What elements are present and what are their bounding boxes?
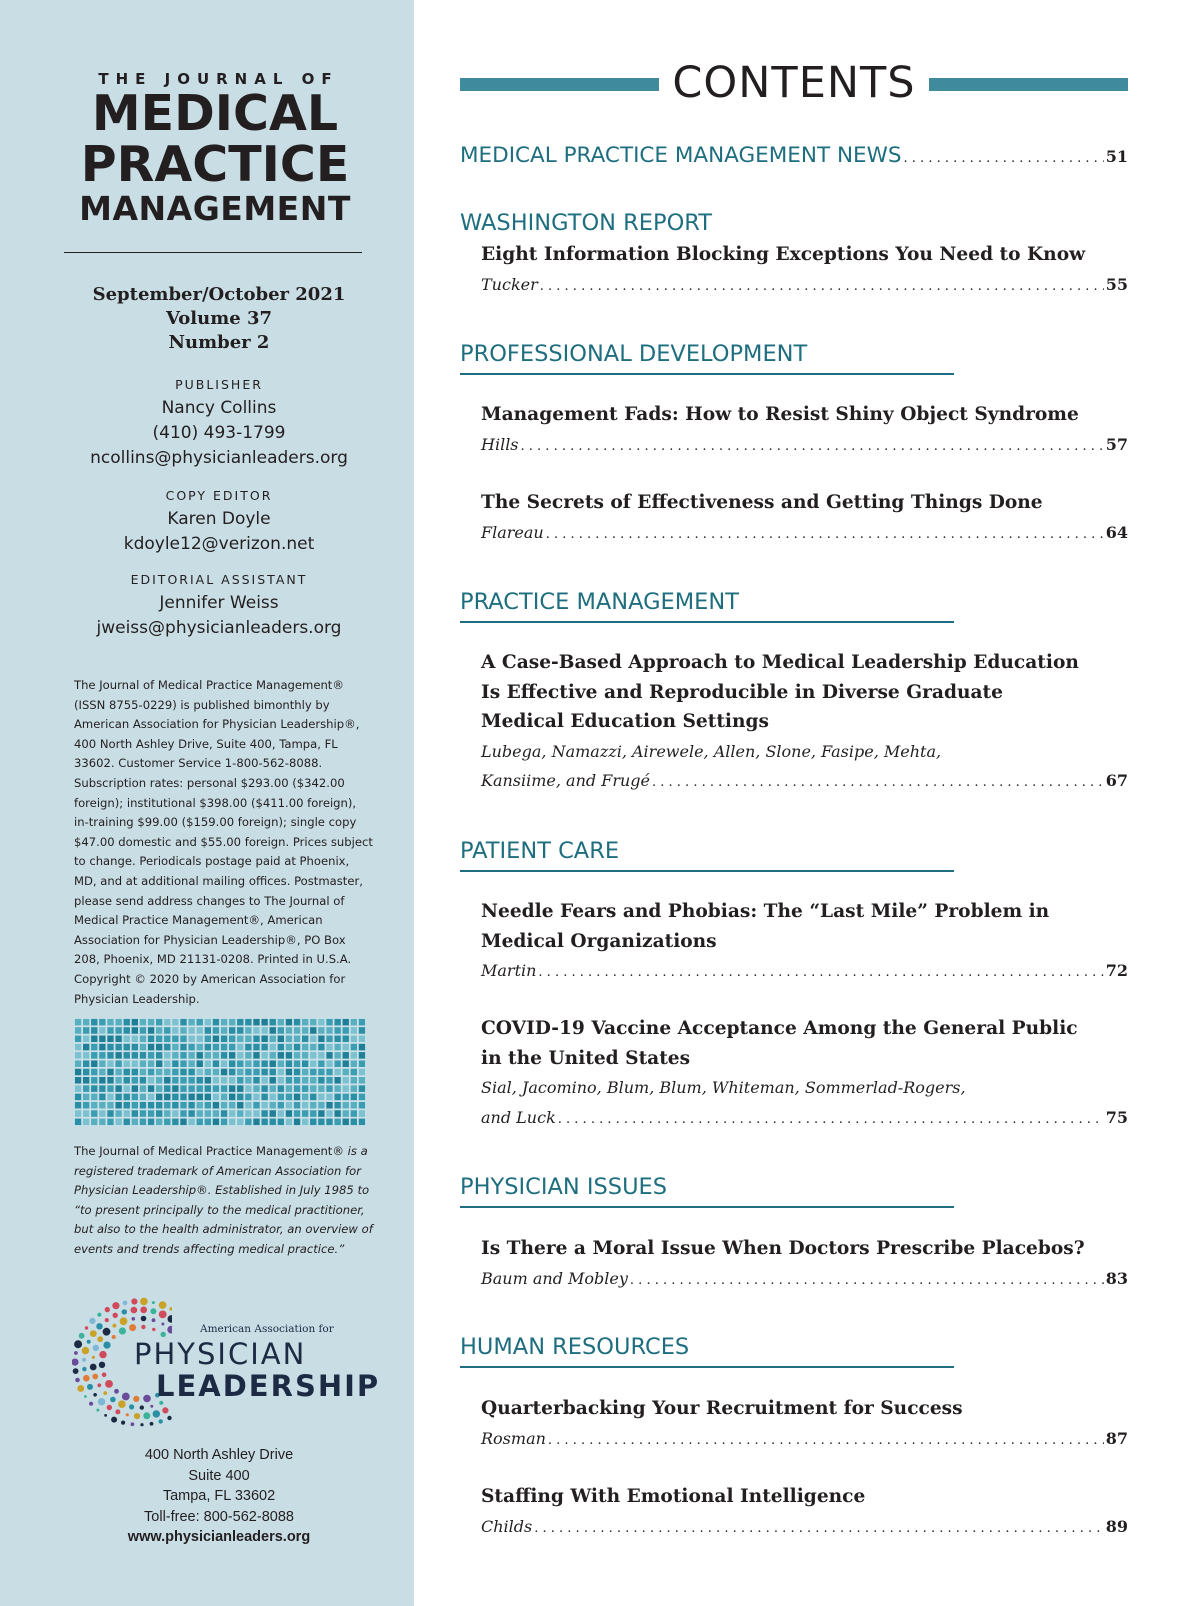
tile-mosaic-graphic <box>74 1018 366 1126</box>
address-phone: Toll-free: 800-562-8088 <box>144 1508 294 1525</box>
section-rule <box>460 1366 954 1368</box>
masthead-line1: THE JOURNAL OF <box>98 70 339 88</box>
logo-line1: PHYSICIAN <box>134 1337 307 1371</box>
leader-dots <box>534 1514 1104 1544</box>
leader-dots <box>521 432 1104 462</box>
leader-dots <box>630 1266 1104 1296</box>
article-title: Staffing With Emotional Intelligence <box>481 1486 866 1507</box>
copy-editor-name: Karen Doyle <box>167 509 271 529</box>
issue-date: September/October 2021 <box>92 284 346 305</box>
article-author: Martin <box>481 961 537 980</box>
editorial-assistant-role: EDITORIAL ASSISTANT <box>130 572 308 587</box>
article-author: Childs <box>481 1516 533 1536</box>
article-author: Kansiime, and Frugé <box>481 771 650 790</box>
contents-title: CONTENTS <box>672 58 916 108</box>
copy-editor-block <box>64 488 374 557</box>
section-patient-care <box>460 836 1128 866</box>
publisher-phone: (410) 493-1799 <box>152 423 286 443</box>
section-title: PRACTICE MANAGEMENT <box>460 589 739 615</box>
publication-notice: The Journal of Medical Practice Management® (ISSN 8755-0229) is published bimonthly by American Association for Physician Leadership®, 400 North Ashley Drive, Suite 400, Tampa, FL 33602. Customer Service 1-800-562-8088. Subscription rates: personal $293.00 ($342.00 foreign); institutional $398.00 ($411.00 foreign), in-training $99.00 ($159.00 foreign); single copy $47.00 domestic and $55.00 foreign. Prices subject to change. Periodicals postage paid at Phoenix, MD, and at additional mailing offices. Postmaster, please send address changes to The Journal of Medical Practice Management®, American Association for Physician Leadership®, PO Box 208, Phoenix, MD 21131-0208. Printed in U.S.A. Copyright © 2020 by American Association for Physician Leadership. <box>74 678 373 1006</box>
masthead-line4: MANAGEMENT <box>79 189 351 228</box>
trademark-notice <box>74 1142 374 1260</box>
section-professional-development <box>460 339 1128 369</box>
article-author: Tucker <box>481 274 538 294</box>
section-title: PHYSICIAN ISSUES <box>460 1174 668 1200</box>
header-bar-left <box>460 78 659 91</box>
issue-volume: Volume 37 <box>165 308 273 329</box>
article-entry[interactable] <box>481 648 1128 798</box>
page-number: 55 <box>1105 274 1128 294</box>
article-title: Eight Information Blocking Exceptions You Need to Know <box>481 244 1086 265</box>
copy-editor-email[interactable]: kdoyle12@verizon.net <box>123 534 315 554</box>
article-entry[interactable] <box>481 897 1128 988</box>
contents-header <box>460 58 1128 108</box>
leader-dots <box>558 1105 1104 1135</box>
copy-editor-role: COPY EDITOR <box>165 488 273 503</box>
publisher-block <box>64 377 374 471</box>
article-author: and Luck <box>481 1107 556 1127</box>
logo-small-text: American Association for <box>200 1323 334 1335</box>
issue-number: Number 2 <box>168 332 270 353</box>
page-number: 72 <box>1105 961 1128 980</box>
section-rule <box>460 373 954 375</box>
article-title-line1: COVID-19 Vaccine Acceptance Among the General Public <box>481 1018 1078 1039</box>
page-number: 89 <box>1105 1516 1128 1536</box>
leader-dots <box>904 151 1104 166</box>
section-physician-issues <box>460 1172 1128 1202</box>
leader-dots <box>540 272 1104 302</box>
article-title-line2: Is Effective and Reproducible in Diverse Graduate <box>481 681 1003 703</box>
section-rule <box>460 621 954 623</box>
masthead-line3: PRACTICE <box>80 136 350 193</box>
trademark-title: The Journal of Medical Practice Management® <box>74 1144 344 1158</box>
aapl-logo <box>72 1295 382 1435</box>
section-rule <box>460 1206 954 1208</box>
publisher-address <box>64 1445 374 1548</box>
section-human-resources <box>460 1332 1128 1362</box>
page-number: 83 <box>1105 1268 1128 1288</box>
article-title: Management Fads: How to Resist Shiny Object Syndrome <box>481 404 1079 425</box>
address-suite: Suite 400 <box>188 1467 250 1484</box>
article-title-line2: in the United States <box>481 1047 691 1069</box>
news-title: MEDICAL PRACTICE MANAGEMENT NEWS <box>460 143 902 168</box>
article-author: Baum and Mobley <box>481 1268 628 1288</box>
article-entry[interactable] <box>481 240 1128 301</box>
section-washington-report <box>460 208 1128 238</box>
page-number: 75 <box>1105 1107 1128 1127</box>
editorial-assistant-email[interactable]: jweiss@physicianleaders.org <box>96 618 342 638</box>
section-practice-management <box>460 587 1128 617</box>
masthead-line2: MEDICAL <box>91 85 339 142</box>
article-entry[interactable] <box>481 400 1128 461</box>
article-title-line1: A Case-Based Approach to Medical Leadership Education <box>481 652 1079 673</box>
publisher-name: Nancy Collins <box>161 398 277 418</box>
page-number: 67 <box>1105 771 1128 790</box>
editorial-assistant-block <box>64 572 374 641</box>
article-title: The Secrets of Effectiveness and Getting Things Done <box>481 492 1043 513</box>
article-title-line1: Needle Fears and Phobias: The “Last Mile” Problem in <box>481 901 1050 922</box>
editorial-assistant-name: Jennifer Weiss <box>159 593 279 613</box>
article-title-line3: Medical Education Settings <box>481 711 769 732</box>
article-entry[interactable] <box>481 1234 1128 1295</box>
article-authors-line1: Lubega, Namazzi, Airewele, Allen, Slone, Fasipe, Mehta, <box>481 741 942 761</box>
journal-masthead <box>64 70 366 228</box>
address-city: Tampa, FL 33602 <box>162 1488 276 1504</box>
news-entry[interactable] <box>460 143 1128 168</box>
leader-dots <box>652 768 1104 798</box>
masthead-divider <box>64 252 362 253</box>
article-title-line2: Medical Organizations <box>481 930 717 952</box>
publisher-role: PUBLISHER <box>175 377 263 392</box>
article-title: Quarterbacking Your Recruitment for Success <box>481 1398 963 1419</box>
article-author: Hills <box>481 434 519 454</box>
article-entry[interactable] <box>481 488 1128 549</box>
section-title: PATIENT CARE <box>460 838 620 864</box>
article-title: Is There a Moral Issue When Doctors Prescribe Placebos? <box>481 1238 1085 1259</box>
sidebar <box>0 0 414 1606</box>
section-title: WASHINGTON REPORT <box>460 210 713 236</box>
section-title: PROFESSIONAL DEVELOPMENT <box>460 341 808 367</box>
website-link[interactable]: www.physicianleaders.org <box>127 1529 311 1545</box>
article-entry[interactable] <box>481 1014 1128 1134</box>
page-number: 57 <box>1105 434 1128 454</box>
leader-dots <box>538 958 1103 988</box>
article-entry[interactable] <box>481 1482 1128 1543</box>
article-author: Flareau <box>481 522 544 542</box>
leader-dots <box>548 1426 1104 1456</box>
publisher-email[interactable]: ncollins@physicianleaders.org <box>90 448 348 468</box>
header-bar-right <box>929 78 1128 91</box>
trademark-body: is a registered trademark of American Association for Physician Leadership®. Established in July 1985 to “to present principally to the medical practitioner, but also to the health administrator, an overview of events and trends affecting medical practice.” <box>74 1144 373 1256</box>
article-authors-line1: Sial, Jacomino, Blum, Blum, Whiteman, Sommerlad-Rogers, <box>481 1078 966 1097</box>
address-street: 400 North Ashley Drive <box>144 1447 294 1463</box>
page-number: 87 <box>1105 1428 1128 1448</box>
section-rule <box>460 870 954 872</box>
article-entry[interactable] <box>481 1394 1128 1455</box>
issue-info <box>64 283 374 355</box>
page-number: 51 <box>1105 147 1128 166</box>
section-title: HUMAN RESOURCES <box>460 1334 690 1360</box>
leader-dots <box>546 520 1104 550</box>
article-author: Rosman <box>481 1428 546 1448</box>
page-number: 64 <box>1105 522 1128 542</box>
logo-line2: LEADERSHIP <box>156 1369 381 1403</box>
